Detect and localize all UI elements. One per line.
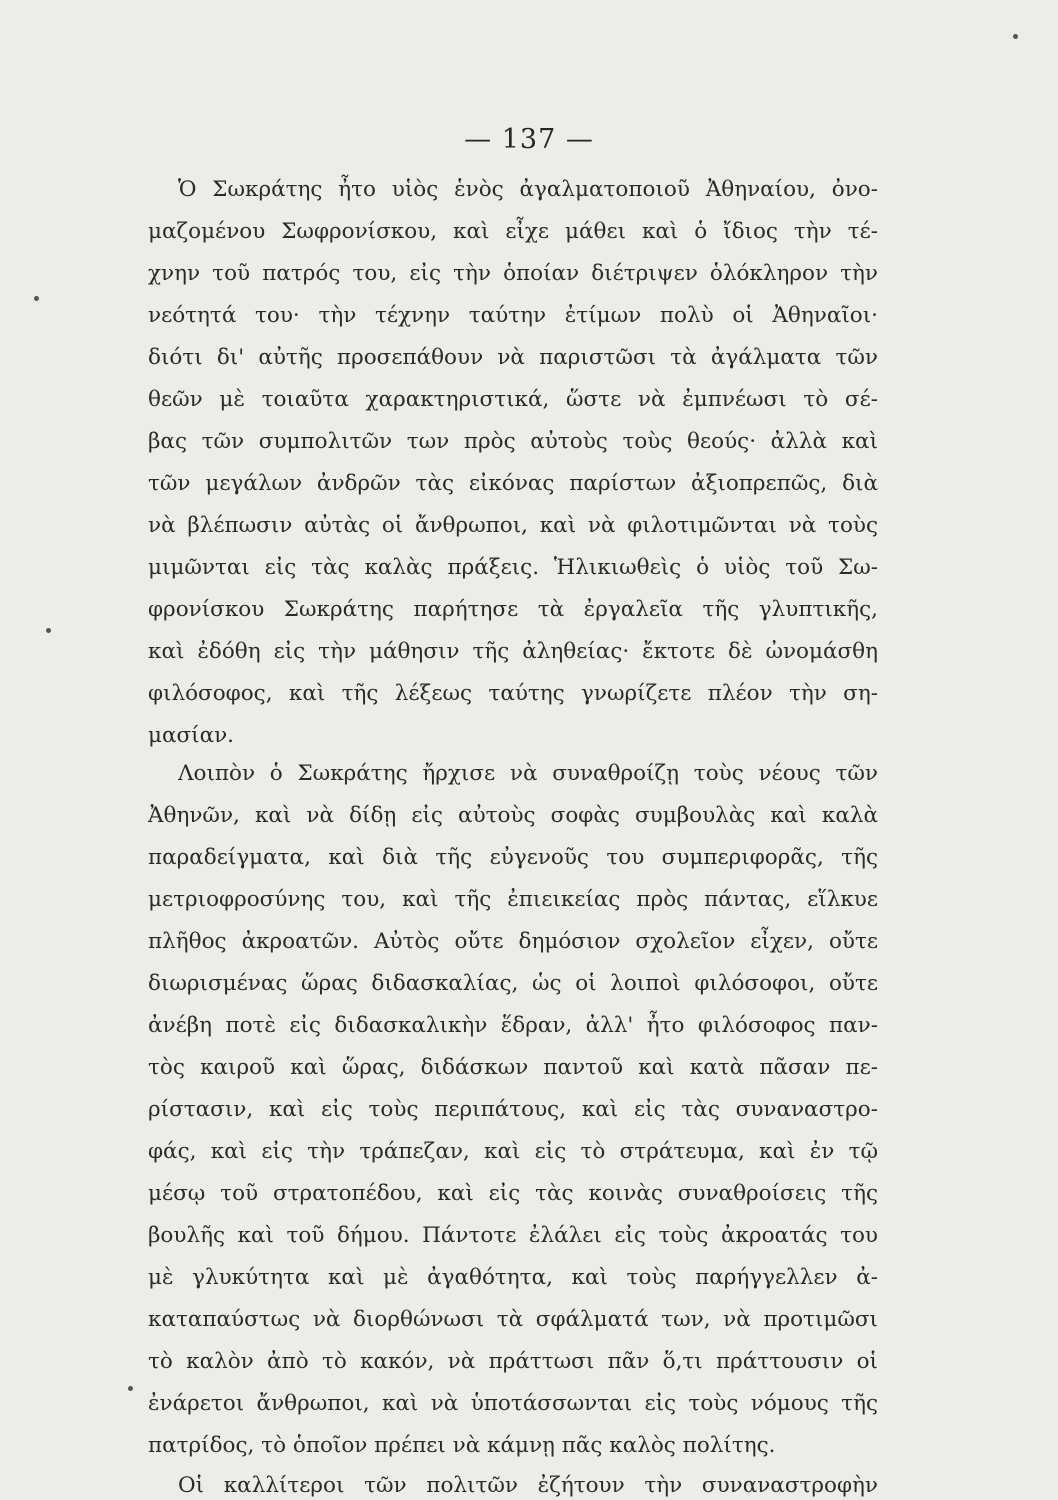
paper-speck <box>34 296 39 301</box>
text-line: χνην τοῦ πατρός του, εἰς τὴν ὁποίαν διέτριψεν ὁλόκληρον τὴν <box>148 261 878 286</box>
paper-speck <box>128 1386 133 1391</box>
text-line: διωρισμένας ὥρας διδασκαλίας, ὡς οἱ λοιποὶ φιλόσοφοι, οὔτε <box>148 971 878 996</box>
text-line: Λοιπὸν ὁ Σωκράτης ἤρχισε νὰ συναθροίζῃ τοὺς νέους τῶν <box>178 761 878 786</box>
text-line: βουλῆς καὶ τοῦ δήμου. Πάντοτε ἐλάλει εἰς τοὺς ἀκροατάς του <box>148 1223 878 1248</box>
text-line: φάς, καὶ εἰς τὴν τράπεζαν, καὶ εἰς τὸ στράτευμα, καὶ ἐν τῷ <box>148 1139 878 1164</box>
text-line: βας τῶν συμπολιτῶν των πρὸς αὐτοὺς τοὺς θεούς· ἀλλὰ καὶ <box>148 429 878 454</box>
text-line: καταπαύστως νὰ διορθώνωσι τὰ σφάλματά των, νὰ προτιμῶσι <box>148 1307 878 1332</box>
text-line: Ὁ Σωκράτης ἦτο υἱὸς ἑνὸς ἀγαλματοποιοῦ Ἀθηναίου, ὀνο- <box>178 177 878 202</box>
text-line: μιμῶνται εἰς τὰς καλὰς πράξεις. Ἡλικιωθεὶς ὁ υἱὸς τοῦ Σω- <box>148 555 878 580</box>
text-line: τὸ καλὸν ἀπὸ τὸ κακόν, νὰ πράττωσι πᾶν ὅ,τι πράττουσιν οἱ <box>148 1349 878 1374</box>
paper-speck <box>46 628 51 633</box>
text-line: μέσῳ τοῦ στρατοπέδου, καὶ εἰς τὰς κοινὰς συναθροίσεις τῆς <box>148 1181 878 1206</box>
text-line: τῶν μεγάλων ἀνδρῶν τὰς εἰκόνας παρίστων ἀξιοπρεπῶς, διὰ <box>148 471 878 496</box>
text-line: νεότητά του· τὴν τέχνην ταύτην ἐτίμων πολὺ οἱ Ἀθηναῖοι· <box>148 303 878 328</box>
page-number: — 137 — <box>464 124 594 155</box>
text-line: πατρίδος, τὸ ὁποῖον πρέπει νὰ κάμνῃ πᾶς καλὸς πολίτης. <box>148 1433 776 1458</box>
text-line: μασίαν. <box>148 723 235 748</box>
text-line: νὰ βλέπωσιν αὐτὰς οἱ ἄνθρωποι, καὶ νὰ φιλοτιμῶνται νὰ τοὺς <box>148 513 878 538</box>
text-line: διότι δι' αὐτῆς προσεπάθουν νὰ παριστῶσι τὰ ἀγάλματα τῶν <box>148 345 878 370</box>
text-line: παραδείγματα, καὶ διὰ τῆς εὐγενοῦς του συμπεριφορᾶς, τῆς <box>148 845 878 870</box>
text-line: πλῆθος ἀκροατῶν. Αὐτὸς οὔτε δημόσιον σχολεῖον εἶχεν, οὔτε <box>148 929 878 954</box>
text-line: ρίστασιν, καὶ εἰς τοὺς περιπάτους, καὶ εἰς τὰς συναναστρο- <box>148 1097 878 1122</box>
text-line: μαζομένου Σωφρονίσκου, καὶ εἶχε μάθει καὶ ὁ ἴδιος τὴν τέ- <box>148 219 878 244</box>
text-line: ἀνέβη ποτὲ εἰς διδασκαλικὴν ἕδραν, ἀλλ' ἦτο φιλόσοφος παν- <box>148 1013 878 1038</box>
paper-speck <box>1013 34 1018 39</box>
text-line: τὸς καιροῦ καὶ ὥρας, διδάσκων παντοῦ καὶ κατὰ πᾶσαν πε- <box>148 1055 878 1080</box>
text-line: Ἀθηνῶν, καὶ νὰ δίδῃ εἰς αὐτοὺς σοφὰς συμβουλὰς καὶ καλὰ <box>148 803 878 828</box>
text-line: μὲ γλυκύτητα καὶ μὲ ἀγαθότητα, καὶ τοὺς παρήγγελλεν ἀ- <box>148 1265 878 1290</box>
text-line: μετριοφροσύνης του, καὶ τῆς ἐπιεικείας πρὸς πάντας, εἵλκυε <box>148 887 878 912</box>
text-line: φιλόσοφος, καὶ τῆς λέξεως ταύτης γνωρίζετε πλέον τὴν ση- <box>148 681 878 706</box>
text-line: ἐνάρετοι ἄνθρωποι, καὶ νὰ ὑποτάσσωνται εἰς τοὺς νόμους τῆς <box>148 1391 878 1416</box>
text-line: θεῶν μὲ τοιαῦτα χαρακτηριστικά, ὥστε νὰ ἐμπνέωσι τὸ σέ- <box>148 387 878 412</box>
text-line: Οἱ καλλίτεροι τῶν πολιτῶν ἐζήτουν τὴν συναναστροφὴν <box>178 1473 878 1498</box>
text-line: καὶ ἐδόθη εἰς τὴν μάθησιν τῆς ἀληθείας· ἔκτοτε δὲ ὠνομάσθη <box>148 639 878 664</box>
text-line: φρονίσκου Σωκράτης παρήτησε τὰ ἐργαλεῖα τῆς γλυπτικῆς, <box>148 597 878 622</box>
